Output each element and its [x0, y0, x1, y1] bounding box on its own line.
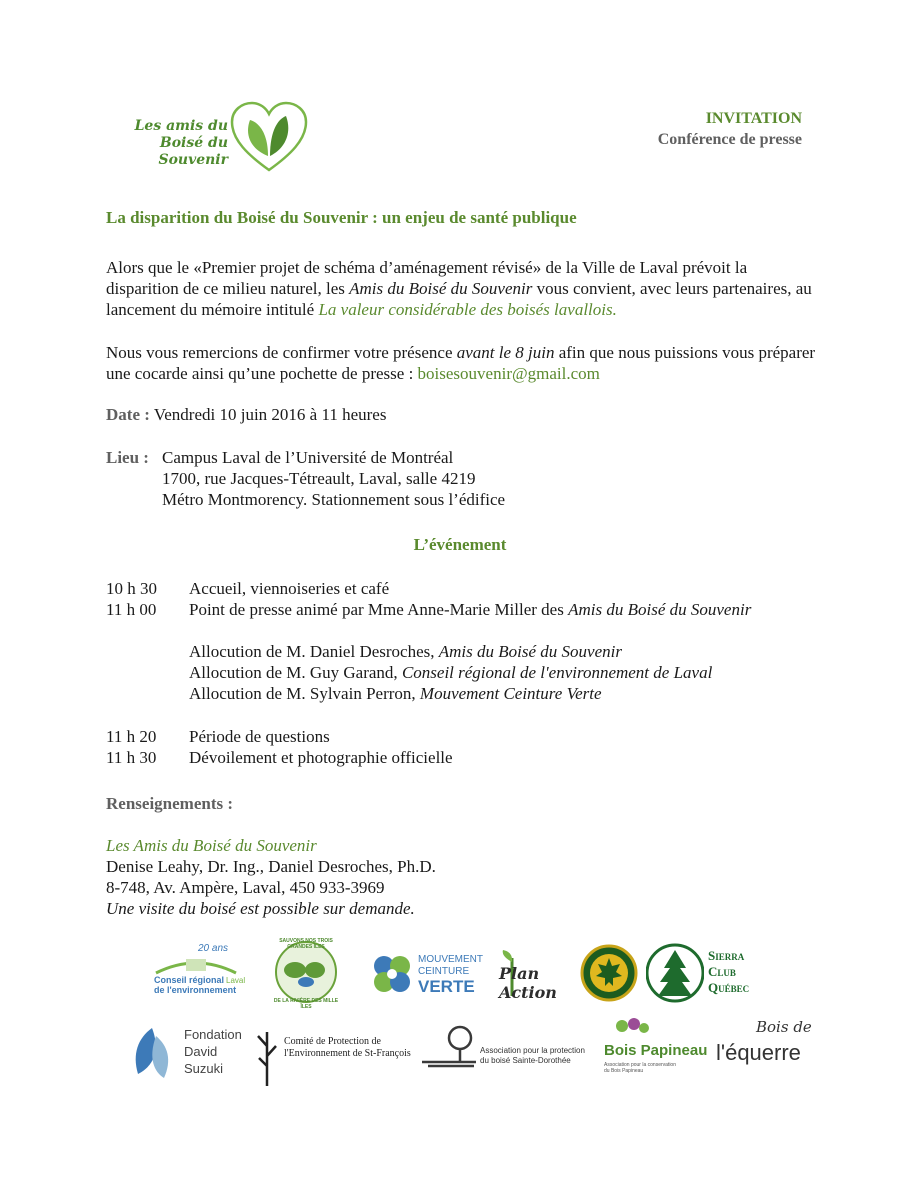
- mille-iles-top: SAUVONS NOS TROIS GRANDES ÎLES: [279, 938, 333, 950]
- header-right: [658, 108, 802, 150]
- sierra-line3: Québec: [708, 980, 750, 995]
- org-logo-line2: Boisé du Souvenir: [158, 135, 228, 168]
- planaction-text: Plan Action: [499, 964, 557, 1002]
- crel-line1: Conseil régional: [154, 975, 225, 985]
- tree-icon: [646, 942, 704, 1004]
- lieu-address: [162, 447, 505, 510]
- sierra-line2: Club: [708, 964, 736, 979]
- page-title: La disparition du Boisé du Souvenir : un enjeu de santé publique: [106, 208, 577, 227]
- confirm-text-2: afin que nous puissions vous préparer une cocarde ainsi qu’une pochette de presse :: [106, 343, 816, 383]
- schedule-item: [189, 599, 751, 620]
- allocution-item: [189, 641, 622, 662]
- suzuki-icon: [128, 1024, 176, 1082]
- suzuki-line3: Suzuki: [184, 1061, 224, 1076]
- contact-block: [106, 835, 436, 919]
- lieu-line3: Métro Montmorency. Stationnement sous l’édifice: [162, 490, 506, 509]
- papineau-logo: [604, 1018, 712, 1082]
- dorothee-line2: du boisé Sainte-Dorothée: [480, 1056, 571, 1065]
- intro-paragraph: [106, 257, 816, 320]
- allocution-org: Conseil régional de l'environnement de Laval: [401, 663, 713, 682]
- maple-leaf-icon: [580, 944, 638, 1002]
- sierra-line1: Sierra: [708, 948, 745, 963]
- schedule-italic: Amis du Boisé du Souvenir: [568, 600, 752, 619]
- sprouts-icon: [614, 1018, 650, 1040]
- papineau-sub2: du Bois Papineau: [604, 1068, 644, 1074]
- lieu-row: [106, 447, 149, 468]
- intro-org-name: Amis du Boisé du Souvenir: [349, 279, 533, 298]
- allocution-item: [189, 683, 602, 704]
- press-conference-label: Conférence de presse: [657, 131, 802, 148]
- dorothee-logo: [418, 1024, 598, 1072]
- schedule-item: [189, 578, 389, 599]
- contact-heading: Renseignements :: [106, 794, 234, 813]
- crel-line2: de l'environnement: [154, 985, 237, 995]
- date-row: [106, 404, 386, 425]
- equerre-line1: Bois de: [756, 1018, 812, 1036]
- mcv-line2: CEINTURE: [418, 966, 470, 977]
- stfrancois-line2: l'Environnement de St-François: [284, 1048, 411, 1059]
- crel-laval: Laval: [226, 976, 246, 985]
- contact-note: Une visite du boisé est possible sur demande.: [106, 899, 415, 918]
- equerre-logo: [716, 1018, 812, 1074]
- mcv-text: [418, 954, 483, 995]
- stfrancois-line1: Comité de Protection de: [284, 1036, 381, 1047]
- pinwheel-icon: [370, 950, 414, 998]
- email-link[interactable]: boisesouvenir@gmail.com: [417, 364, 600, 383]
- suzuki-logo: [128, 1022, 240, 1084]
- intro-text-2: vous convient, avec leurs partenaires, au lancement du mémoire intitulé: [106, 279, 812, 319]
- schedule-time: 11 h 30: [106, 748, 157, 767]
- confirm-deadline: avant le 8 juin: [456, 343, 555, 362]
- invitation-label: INVITATION: [705, 110, 802, 127]
- mille-iles-bottom: DE LA RIVIÈRE DES MILLE ÎLES: [273, 998, 339, 1010]
- sierra-text: [708, 948, 749, 996]
- contact-org: Les Amis du Boisé du Souvenir: [106, 836, 317, 855]
- schedule-text: Dévoilement et photographie officielle: [189, 748, 453, 767]
- suzuki-text: [184, 1026, 242, 1077]
- reed-icon: [254, 1026, 280, 1088]
- schedule-time: 10 h 30: [106, 579, 157, 598]
- heart-leaves-icon: [228, 100, 310, 174]
- allocution-item: [189, 662, 712, 683]
- dorothee-text: [480, 1046, 585, 1066]
- lieu-line2: 1700, rue Jacques-Tétreault, Laval, salle 4219: [162, 469, 476, 488]
- papineau-subtitle: [604, 1062, 676, 1074]
- planaction-logo: [495, 944, 575, 1002]
- mcv-line3: VERTE: [418, 977, 475, 996]
- schedule-text: Point de presse animé par Mme Anne-Marie Miller des: [189, 600, 569, 619]
- mcv-line1: MOUVEMENT: [418, 954, 483, 965]
- confirm-text-1: Nous vous remercions de confirmer votre présence: [106, 343, 457, 362]
- schedule-time: 11 h 00: [106, 600, 157, 619]
- sierra-club-logo: [646, 942, 766, 1006]
- mcv-logo: [370, 948, 490, 1000]
- org-logo: [106, 100, 311, 174]
- stfrancois-logo: [254, 1026, 414, 1088]
- allocution-org: Amis du Boisé du Souvenir: [438, 642, 622, 661]
- lieu-line1: Campus Laval de l’Université de Montréal: [162, 448, 454, 467]
- lieu-label: Lieu :: [106, 448, 149, 467]
- allocution-org: Mouvement Ceinture Verte: [419, 684, 602, 703]
- org-logo-line1: Les amis du: [134, 118, 228, 134]
- leaf-badge-logo: [580, 944, 638, 1002]
- date-label: Date :: [106, 405, 150, 424]
- event-heading: L’événement: [413, 535, 507, 554]
- stfrancois-text: [284, 1036, 411, 1060]
- intro-text-1: Alors que le «Premier projet de schéma d’aménagement révisé» de la Ville de Laval prévoit la disparition de ce milieu naturel, les: [106, 258, 748, 298]
- mille-iles-logo: [262, 938, 350, 1010]
- crel-logo: [150, 943, 246, 1003]
- schedule-text: Période de questions: [189, 727, 330, 746]
- papineau-sub1: Association pour la conservation: [604, 1062, 676, 1068]
- tree-roots-icon: [418, 1024, 478, 1072]
- contact-names: Denise Leahy, Dr. Ing., Daniel Desroches, Ph.D.: [106, 857, 436, 876]
- org-logo-text: [108, 118, 228, 169]
- crel-text: [154, 975, 236, 995]
- dorothee-line1: Association pour la protection: [480, 1046, 585, 1055]
- suzuki-line1: Fondation: [184, 1027, 242, 1042]
- allocution-text: Allocution de M. Guy Garand,: [189, 663, 402, 682]
- crel-20-years: 20 ans: [198, 943, 229, 954]
- confirm-paragraph: [106, 342, 816, 384]
- date-value: Vendredi 10 juin 2016 à 11 heures: [153, 405, 387, 424]
- equerre-line2: l'équerre: [716, 1040, 801, 1065]
- papineau-title: Bois Papineau: [604, 1042, 708, 1059]
- allocution-text: Allocution de M. Sylvain Perron,: [189, 684, 420, 703]
- memoire-title: La valeur considérable des boisés lavallois.: [318, 300, 617, 319]
- schedule-time: 11 h 20: [106, 727, 157, 746]
- schedule-text: Accueil, viennoiseries et café: [189, 579, 390, 598]
- suzuki-line2: David: [184, 1044, 218, 1059]
- allocution-text: Allocution de M. Daniel Desroches,: [189, 642, 439, 661]
- contact-address: 8-748, Av. Ampère, Laval, 450 933-3969: [106, 878, 385, 897]
